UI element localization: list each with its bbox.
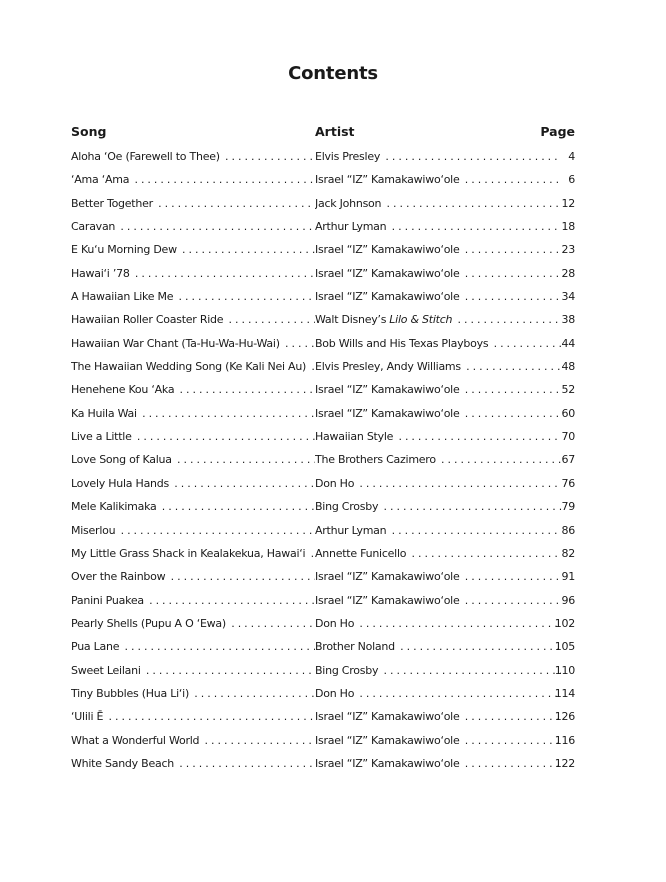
- artist-cell: [315, 734, 561, 752]
- contents-row: [71, 524, 575, 547]
- artist-cell: [315, 290, 561, 308]
- page-number: 38: [561, 313, 575, 327]
- song-title: Tiny Bubbles (Hua Li‘i): [71, 686, 189, 700]
- page-number: 44: [561, 336, 575, 350]
- artist-cell: [315, 407, 561, 425]
- song-title: Hawaiian Roller Coaster Ride: [71, 313, 224, 327]
- artist-text: Don Ho: [315, 616, 355, 630]
- page-number: 28: [561, 266, 575, 280]
- artist-cell: [315, 197, 561, 215]
- song-title: A Hawaiian Like Me: [71, 290, 174, 304]
- artist-name: [315, 664, 380, 677]
- page-number: 116: [554, 733, 575, 747]
- artist-text: Israel “IZ” Kamakawiwo‘ole: [315, 593, 460, 607]
- contents-row: [71, 407, 575, 430]
- song-title: Ka Huila Wai: [71, 406, 137, 420]
- song-title: Lovely Hula Hands: [71, 476, 169, 490]
- contents-row: [71, 757, 575, 780]
- column-header: [71, 124, 575, 142]
- artist-cell: [315, 313, 561, 331]
- page-number: 52: [561, 383, 575, 397]
- contents-row: [71, 570, 575, 593]
- artist-column-header: Artist: [315, 124, 355, 139]
- artist-name: [315, 220, 388, 233]
- contents-row: [71, 220, 575, 243]
- page-number: 18: [561, 220, 575, 234]
- page-number: 60: [561, 406, 575, 420]
- artist-cell: [315, 570, 561, 588]
- page-number: 12: [561, 196, 575, 210]
- contents-row: [71, 360, 575, 383]
- song-title-cell: [71, 197, 315, 215]
- song-title: What a Wonderful World: [71, 733, 200, 747]
- song-title: Hawai‘i ’78: [71, 266, 130, 280]
- contents-row: [71, 267, 575, 290]
- song-title-cell: [71, 570, 315, 588]
- artist-name: [315, 594, 462, 607]
- page-number: 102: [554, 616, 575, 630]
- song-title: ‘Ama ‘Ama: [71, 173, 130, 187]
- artist-text: Don Ho: [315, 686, 355, 700]
- song-title-cell: [71, 267, 315, 285]
- contents-list: [71, 150, 575, 780]
- contents-row: [71, 150, 575, 173]
- artist-cell: [315, 640, 561, 658]
- contents-row: [71, 687, 575, 710]
- song-title: Love Song of Kalua: [71, 453, 172, 467]
- artist-text: Jack Johnson: [315, 196, 382, 210]
- artist-name: [315, 687, 356, 700]
- artist-name: [315, 500, 380, 513]
- song-title: Over the Rainbow: [71, 570, 166, 584]
- artist-cell: [315, 150, 561, 168]
- artist-cell: [315, 547, 561, 565]
- page-number: 6: [568, 173, 575, 187]
- artist-name: [315, 150, 382, 163]
- song-title-cell: [71, 617, 315, 635]
- song-title: Better Together: [71, 196, 153, 210]
- artist-text: Annette Funicello: [315, 546, 407, 560]
- artist-text: Brother Noland: [315, 640, 395, 654]
- artist-text: Elvis Presley: [315, 150, 381, 163]
- page-number: 4: [568, 150, 575, 163]
- page-number: 110: [554, 663, 575, 677]
- artist-name: [315, 710, 462, 723]
- artist-text: Bing Crosby: [315, 500, 379, 514]
- song-title-cell: [71, 734, 315, 752]
- artist-cell: [315, 243, 561, 261]
- song-title-cell: [71, 407, 315, 425]
- contents-row: [71, 243, 575, 266]
- artist-cell: [315, 500, 561, 518]
- artist-cell: [315, 173, 561, 191]
- song-title-cell: [71, 547, 315, 565]
- artist-text: Elvis Presley, Andy Williams: [315, 360, 461, 374]
- song-title-cell: [71, 664, 315, 682]
- artist-text: Arthur Lyman: [315, 220, 387, 234]
- artist-name: [315, 243, 462, 256]
- contents-row: [71, 640, 575, 663]
- page-column-header: Page: [540, 124, 575, 139]
- contents-row: [71, 197, 575, 220]
- song-title: Henehene Kou ‘Aka: [71, 383, 175, 397]
- contents-row: [71, 734, 575, 757]
- page-number: 48: [561, 360, 575, 374]
- artist-text: Israel “IZ” Kamakawiwo‘ole: [315, 290, 460, 304]
- artist-text: Israel “IZ” Kamakawiwo‘ole: [315, 756, 460, 770]
- page-number: 114: [554, 686, 575, 700]
- song-title-cell: [71, 220, 315, 238]
- artist-text: Israel “IZ” Kamakawiwo‘ole: [315, 266, 460, 280]
- page-number: 70: [561, 430, 575, 444]
- artist-italic-text: Lilo & Stitch: [389, 313, 453, 327]
- artist-name: [315, 757, 462, 770]
- song-title-cell: [71, 710, 315, 728]
- artist-text: Hawaiian Style: [315, 430, 394, 444]
- artist-cell: [315, 757, 561, 775]
- page-number: 126: [554, 710, 575, 724]
- song-title-cell: [71, 150, 315, 168]
- artist-text: Israel “IZ” Kamakawiwo‘ole: [315, 710, 460, 724]
- artist-name: [315, 337, 490, 350]
- page-number: 34: [561, 290, 575, 304]
- song-title-cell: [71, 243, 315, 261]
- artist-text: Israel “IZ” Kamakawiwo‘ole: [315, 173, 460, 187]
- artist-name: [315, 383, 462, 396]
- artist-cell: [315, 710, 561, 728]
- song-title-cell: [71, 594, 315, 612]
- artist-cell: [315, 337, 561, 355]
- contents-row: [71, 453, 575, 476]
- artist-name: [315, 197, 383, 210]
- song-title-cell: [71, 360, 315, 378]
- song-title-cell: [71, 430, 315, 448]
- artist-text: Walt Disney’s: [315, 313, 387, 327]
- artist-cell: [315, 594, 561, 612]
- song-title-cell: [71, 290, 315, 308]
- song-column-header: Song: [71, 124, 107, 139]
- song-title: Miserlou: [71, 523, 116, 537]
- page-number: 82: [561, 546, 575, 560]
- song-title: Aloha ‘Oe (Farewell to Thee): [71, 150, 220, 163]
- contents-row: [71, 617, 575, 640]
- artist-text: Israel “IZ” Kamakawiwo‘ole: [315, 570, 460, 584]
- artist-cell: [315, 360, 561, 378]
- artist-cell: [315, 477, 561, 495]
- page-number: 91: [561, 570, 575, 584]
- artist-text: The Brothers Cazimero: [315, 453, 436, 467]
- song-title: Pua Lane: [71, 640, 120, 654]
- contents-row: [71, 594, 575, 617]
- artist-name: [315, 734, 462, 747]
- song-title: The Hawaiian Wedding Song (Ke Kali Nei Au): [71, 360, 307, 374]
- artist-text: Don Ho: [315, 476, 355, 490]
- artist-name: [315, 570, 462, 583]
- song-title: E Ku‘u Morning Dew: [71, 243, 177, 257]
- contents-row: [71, 500, 575, 523]
- artist-name: [315, 173, 462, 186]
- artist-cell: [315, 524, 561, 542]
- artist-text: Israel “IZ” Kamakawiwo‘ole: [315, 243, 460, 257]
- song-title-cell: [71, 453, 315, 471]
- artist-cell: [315, 430, 561, 448]
- artist-name: [315, 524, 388, 537]
- artist-cell: [315, 220, 561, 238]
- contents-row: [71, 547, 575, 570]
- artist-text: Arthur Lyman: [315, 523, 387, 537]
- artist-text: Bob Wills and His Texas Playboys: [315, 336, 489, 350]
- song-title: ‘Ulili Ē: [71, 710, 104, 724]
- artist-text: Israel “IZ” Kamakawiwo‘ole: [315, 383, 460, 397]
- contents-row: [71, 664, 575, 687]
- contents-row: [71, 710, 575, 733]
- song-title: Hawaiian War Chant (Ta-Hu-Wa-Hu-Wai): [71, 336, 280, 350]
- song-title: Panini Puakea: [71, 593, 144, 607]
- artist-name: [315, 617, 356, 630]
- song-title: Caravan: [71, 220, 116, 234]
- song-title: My Little Grass Shack in Kealakekua, Hawai‘i: [71, 546, 306, 560]
- song-title: Pearly Shells (Pupu A O ‘Ewa): [71, 616, 226, 630]
- page-number: 79: [561, 500, 575, 514]
- artist-name: [315, 407, 462, 420]
- song-title: Sweet Leilani: [71, 663, 141, 677]
- artist-name: [315, 360, 463, 373]
- page-number: 105: [554, 640, 575, 654]
- song-title-cell: [71, 383, 315, 401]
- artist-name: [315, 547, 408, 560]
- page-number: 122: [554, 756, 575, 770]
- artist-name: [315, 453, 438, 466]
- song-title-cell: [71, 500, 315, 518]
- artist-name: [315, 290, 462, 303]
- song-title-cell: [71, 477, 315, 495]
- song-title-cell: [71, 524, 315, 542]
- page-number: 86: [561, 523, 575, 537]
- contents-row: [71, 313, 575, 336]
- artist-cell: [315, 664, 561, 682]
- song-title: Live a Little: [71, 430, 132, 444]
- artist-cell: [315, 453, 561, 471]
- artist-name: [315, 313, 454, 326]
- contents-row: [71, 290, 575, 313]
- contents-row: [71, 477, 575, 500]
- artist-name: [315, 267, 462, 280]
- song-title-cell: [71, 313, 315, 331]
- artist-cell: [315, 617, 561, 635]
- artist-text: Israel “IZ” Kamakawiwo‘ole: [315, 733, 460, 747]
- artist-name: [315, 477, 356, 490]
- artist-cell: [315, 267, 561, 285]
- artist-cell: [315, 383, 561, 401]
- song-title-cell: [71, 337, 315, 355]
- song-title: Mele Kalikimaka: [71, 500, 157, 514]
- artist-cell: [315, 687, 561, 705]
- page-number: 76: [561, 476, 575, 490]
- contents-row: [71, 173, 575, 196]
- artist-name: [315, 430, 395, 443]
- contents-row: [71, 430, 575, 453]
- page-number: 67: [561, 453, 575, 467]
- page-title: Contents: [288, 63, 378, 84]
- contents-row: [71, 383, 575, 406]
- page-number: 23: [561, 243, 575, 257]
- page-number: 96: [561, 593, 575, 607]
- artist-name: [315, 640, 397, 653]
- contents-row: [71, 337, 575, 360]
- song-title-cell: [71, 757, 315, 775]
- song-title-cell: [71, 173, 315, 191]
- song-title-cell: [71, 640, 315, 658]
- song-title: White Sandy Beach: [71, 756, 174, 770]
- song-title-cell: [71, 687, 315, 705]
- artist-text: Israel “IZ” Kamakawiwo‘ole: [315, 406, 460, 420]
- artist-text: Bing Crosby: [315, 663, 379, 677]
